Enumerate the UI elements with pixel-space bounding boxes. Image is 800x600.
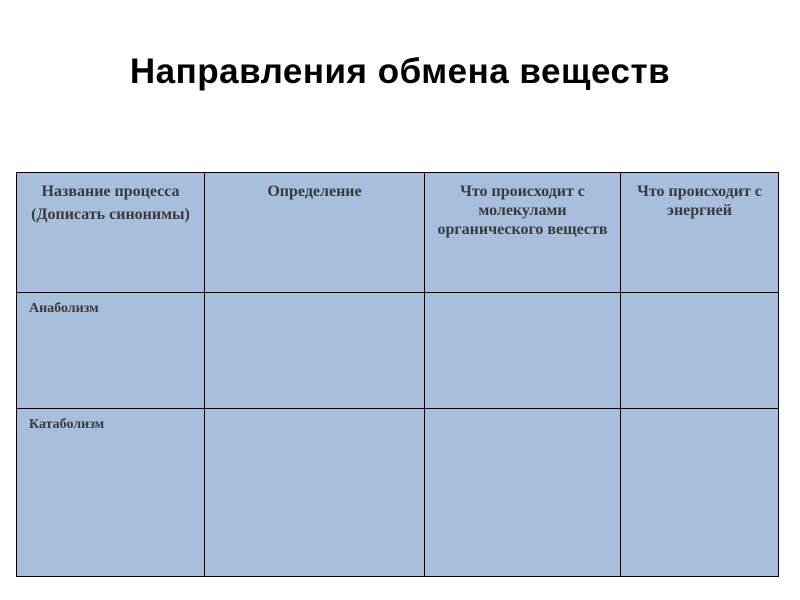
cell-anabolism-energy[interactable] <box>621 293 779 409</box>
header-process-name-note: (Дописать синонимы) <box>31 206 190 223</box>
header-process-name-text: Название процесса <box>41 183 180 200</box>
table-row <box>17 293 779 409</box>
header-process-name <box>17 173 205 293</box>
cell-anabolism-molecules[interactable] <box>425 293 621 409</box>
slide-title: Направления обмена веществ <box>129 52 671 91</box>
table-header-row <box>17 173 779 293</box>
metabolism-table <box>16 172 779 577</box>
table-row <box>17 409 779 577</box>
header-molecules: Что происходит с молекулами органического веществ <box>425 173 621 293</box>
row-label-anabolism: Анаболизм <box>17 293 205 409</box>
cell-catabolism-definition[interactable] <box>205 409 425 577</box>
header-definition: Определение <box>205 173 425 293</box>
cell-anabolism-definition[interactable] <box>205 293 425 409</box>
cell-catabolism-energy[interactable] <box>621 409 779 577</box>
row-label-catabolism: Катаболизм <box>17 409 205 577</box>
cell-catabolism-molecules[interactable] <box>425 409 621 577</box>
header-energy: Что происходит с энергией <box>621 173 779 293</box>
